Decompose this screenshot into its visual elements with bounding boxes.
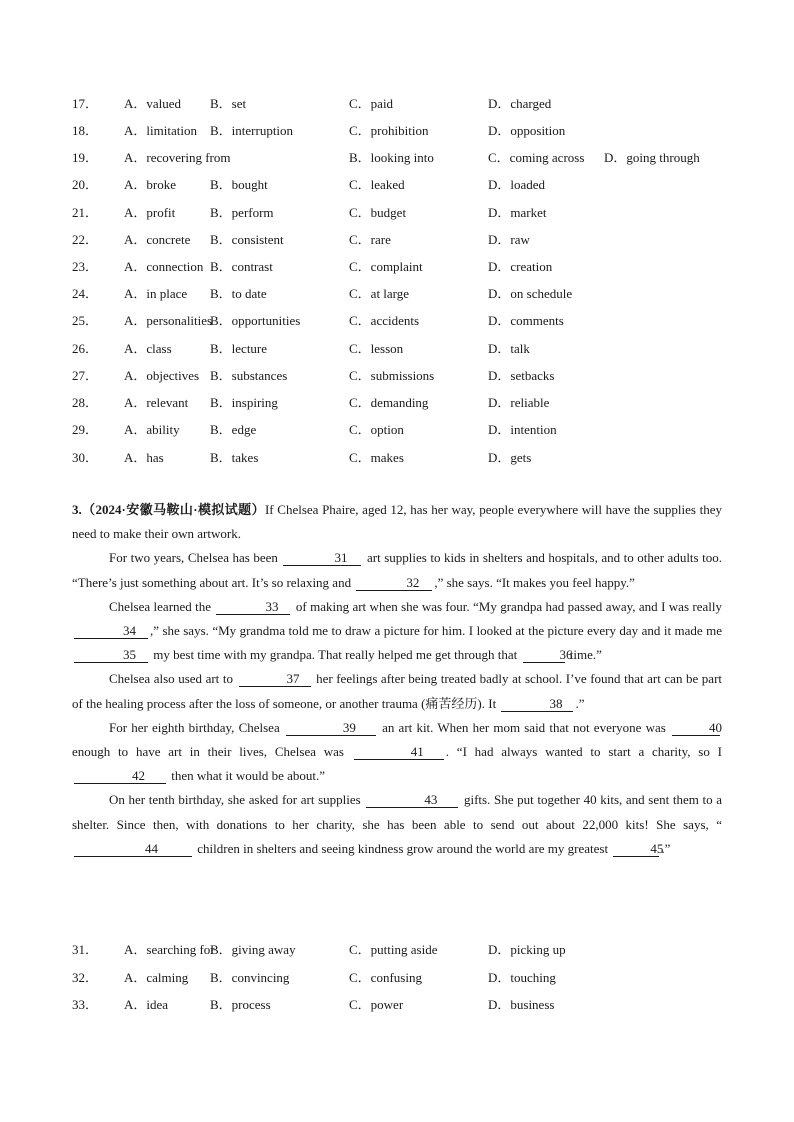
option-d: D．touching [488,970,556,985]
blank-41: 41 [354,744,444,760]
option-c: C．lesson [349,341,404,356]
passage-paragraph [72,667,722,715]
option-b: B．inspiring [210,395,278,410]
question-number: 32． [72,970,99,985]
option-d: D．market [488,205,547,220]
option-c: C．rare [349,232,391,247]
blank-33: 33 [216,599,290,615]
blank-36: 36 [523,647,565,663]
passage-paragraph [72,788,722,861]
passage-paragraph [72,716,722,789]
option-b: B．consistent [210,232,284,247]
option-a: A．objectives [124,368,200,383]
option-b: B．lecture [210,341,268,356]
option-a: A．idea [124,997,169,1012]
blank-37: 37 [239,671,311,687]
option-b: B．to date [210,286,267,301]
option-d: D．setbacks [488,368,555,383]
blank-45: 45 [613,841,659,857]
option-a: A．calming [124,970,189,985]
passage-text: .” [575,695,585,711]
blank-31: 31 [283,550,361,566]
option-d: D．picking up [488,942,566,957]
blank-40: 40 [672,720,720,736]
option-c: C．submissions [349,368,435,383]
option-c: C．paid [349,96,394,111]
passage-text: For her eighth birthday, Chelsea [109,719,280,735]
question-number: 31． [72,942,99,957]
question-number: 19． [72,150,99,165]
passage-intro-paragraph [72,498,722,546]
option-b: B．giving away [210,942,296,957]
passage-text: her feelings after being treated badly at school. I’ve found that art can be part of the healing process after the loss of someone, or another trauma (痛苦经历). It [72,671,723,711]
passage-text: If Chelsea Phaire, aged 12, has her way, people everywhere will have the supplies they need to make their own artwork. [72,502,722,542]
passage-text: .” [661,840,671,856]
passage-text: my best time with my grandpa. That really helped me get through that [153,647,518,663]
passage-text: children in shelters and seeing kindness grow around the world are my greatest [197,840,609,856]
option-a: A．recovering from [124,150,231,165]
option-b: B．set [210,96,247,111]
question-number: 17． [72,96,99,111]
option-c: C．accidents [349,313,420,328]
question-number: 28． [72,395,99,410]
option-c: C．at large [349,286,410,301]
option-b: B．looking into [349,150,434,165]
option-d: D．on schedule [488,286,573,301]
passage-text: then what it would be about.” [171,768,326,784]
option-a: A．connection [124,259,204,274]
blank-34: 34 [74,623,148,639]
option-d: D．gets [488,450,532,465]
option-d: D．raw [488,232,530,247]
question-number: 27． [72,368,99,383]
passage-text: ,” she says. “My grandma told me to draw a picture for him. I looked at the picture every day and it made me [150,623,722,639]
question-number: 21． [72,205,99,220]
option-d: D．business [488,997,555,1012]
option-c: C．power [349,997,404,1012]
passage-text: time.” [569,647,602,663]
question-number: 33． [72,997,99,1012]
option-c: C．budget [349,205,407,220]
option-a: A．searching for [124,942,215,957]
option-a: A．personalities [124,313,213,328]
question-number: 26． [72,341,99,356]
option-a: A．ability [124,422,180,437]
question-number: 29． [72,422,99,437]
blank-42: 42 [74,768,166,784]
passage-text: For two years, Chelsea has been [109,550,278,566]
option-c: C．coming across [488,150,585,165]
option-b: B．edge [210,422,257,437]
option-c: C．demanding [349,395,429,410]
blank-44: 44 [74,841,192,857]
question-number: 18． [72,123,99,138]
option-c: C．makes [349,450,404,465]
option-a: A．valued [124,96,182,111]
passage-text: Chelsea also used art to [109,671,233,687]
option-b: B．opportunities [210,313,301,328]
passage-text: gifts. She put together 40 kits, and sent them to a shelter. Since then, with donations to her charity, she has been able to send out about 22,000 kits! She says, “ [72,792,723,832]
passage-text: ,” she says. “It makes you feel happy.” [434,574,635,590]
option-b: B．bought [210,177,268,192]
option-a: A．broke [124,177,176,192]
option-a: A．class [124,341,172,356]
option-d: D．reliable [488,395,550,410]
blank-32: 32 [356,575,432,591]
blank-35: 35 [74,647,148,663]
option-c: C．option [349,422,404,437]
option-c: C．complaint [349,259,423,274]
passage-text: On her tenth birthday, she asked for art supplies [109,792,361,808]
question-number: 23． [72,259,99,274]
blank-38: 38 [501,696,573,712]
option-a: A．limitation [124,123,197,138]
option-a: A．has [124,450,164,465]
option-d: D．going through [604,150,700,165]
option-b: B．contrast [210,259,273,274]
option-c: C．confusing [349,970,422,985]
option-c: C．prohibition [349,123,429,138]
option-b: B．perform [210,205,274,220]
option-b: B．takes [210,450,259,465]
option-a: A．concrete [124,232,191,247]
option-a: A．relevant [124,395,189,410]
question-number: 24． [72,286,99,301]
blank-43: 43 [366,792,458,808]
question-number: 22． [72,232,99,247]
option-c: C．leaked [349,177,405,192]
passage-source: 3.（2024·安徽马鞍山·模拟试题） [72,502,265,517]
option-d: D．talk [488,341,530,356]
option-b: B．convincing [210,970,290,985]
passage-text: enough to have art in their lives, Chelsea was [72,744,344,760]
option-b: B．substances [210,368,288,383]
option-d: D．loaded [488,177,546,192]
passage-text: Chelsea learned the [109,598,212,614]
option-a: A．profit [124,205,176,220]
question-number: 20． [72,177,99,192]
passage-text: art supplies to kids in shelters and hospitals, and to other adults too. “There’s just something about art. It’s so relaxing and [72,550,722,590]
option-d: D．creation [488,259,553,274]
option-d: D．intention [488,422,557,437]
blank-39: 39 [286,720,376,736]
passage-text: . “I had always wanted to start a charity, so I [445,744,722,760]
passage-paragraph [72,546,722,594]
passage-text: an art kit. When her mom said that not everyone was [382,719,666,735]
question-number: 25． [72,313,99,328]
passage-text: of making art when she was four. “My grandpa had passed away, and I was really [295,598,722,614]
option-d: D．charged [488,96,552,111]
option-d: D．opposition [488,123,566,138]
option-b: B．interruption [210,123,294,138]
option-a: A．in place [124,286,188,301]
option-b: B．process [210,997,271,1012]
option-d: D．comments [488,313,564,328]
question-number: 30． [72,450,99,465]
option-c: C．putting aside [349,942,438,957]
reading-passage [72,498,722,861]
passage-paragraph [72,595,722,668]
